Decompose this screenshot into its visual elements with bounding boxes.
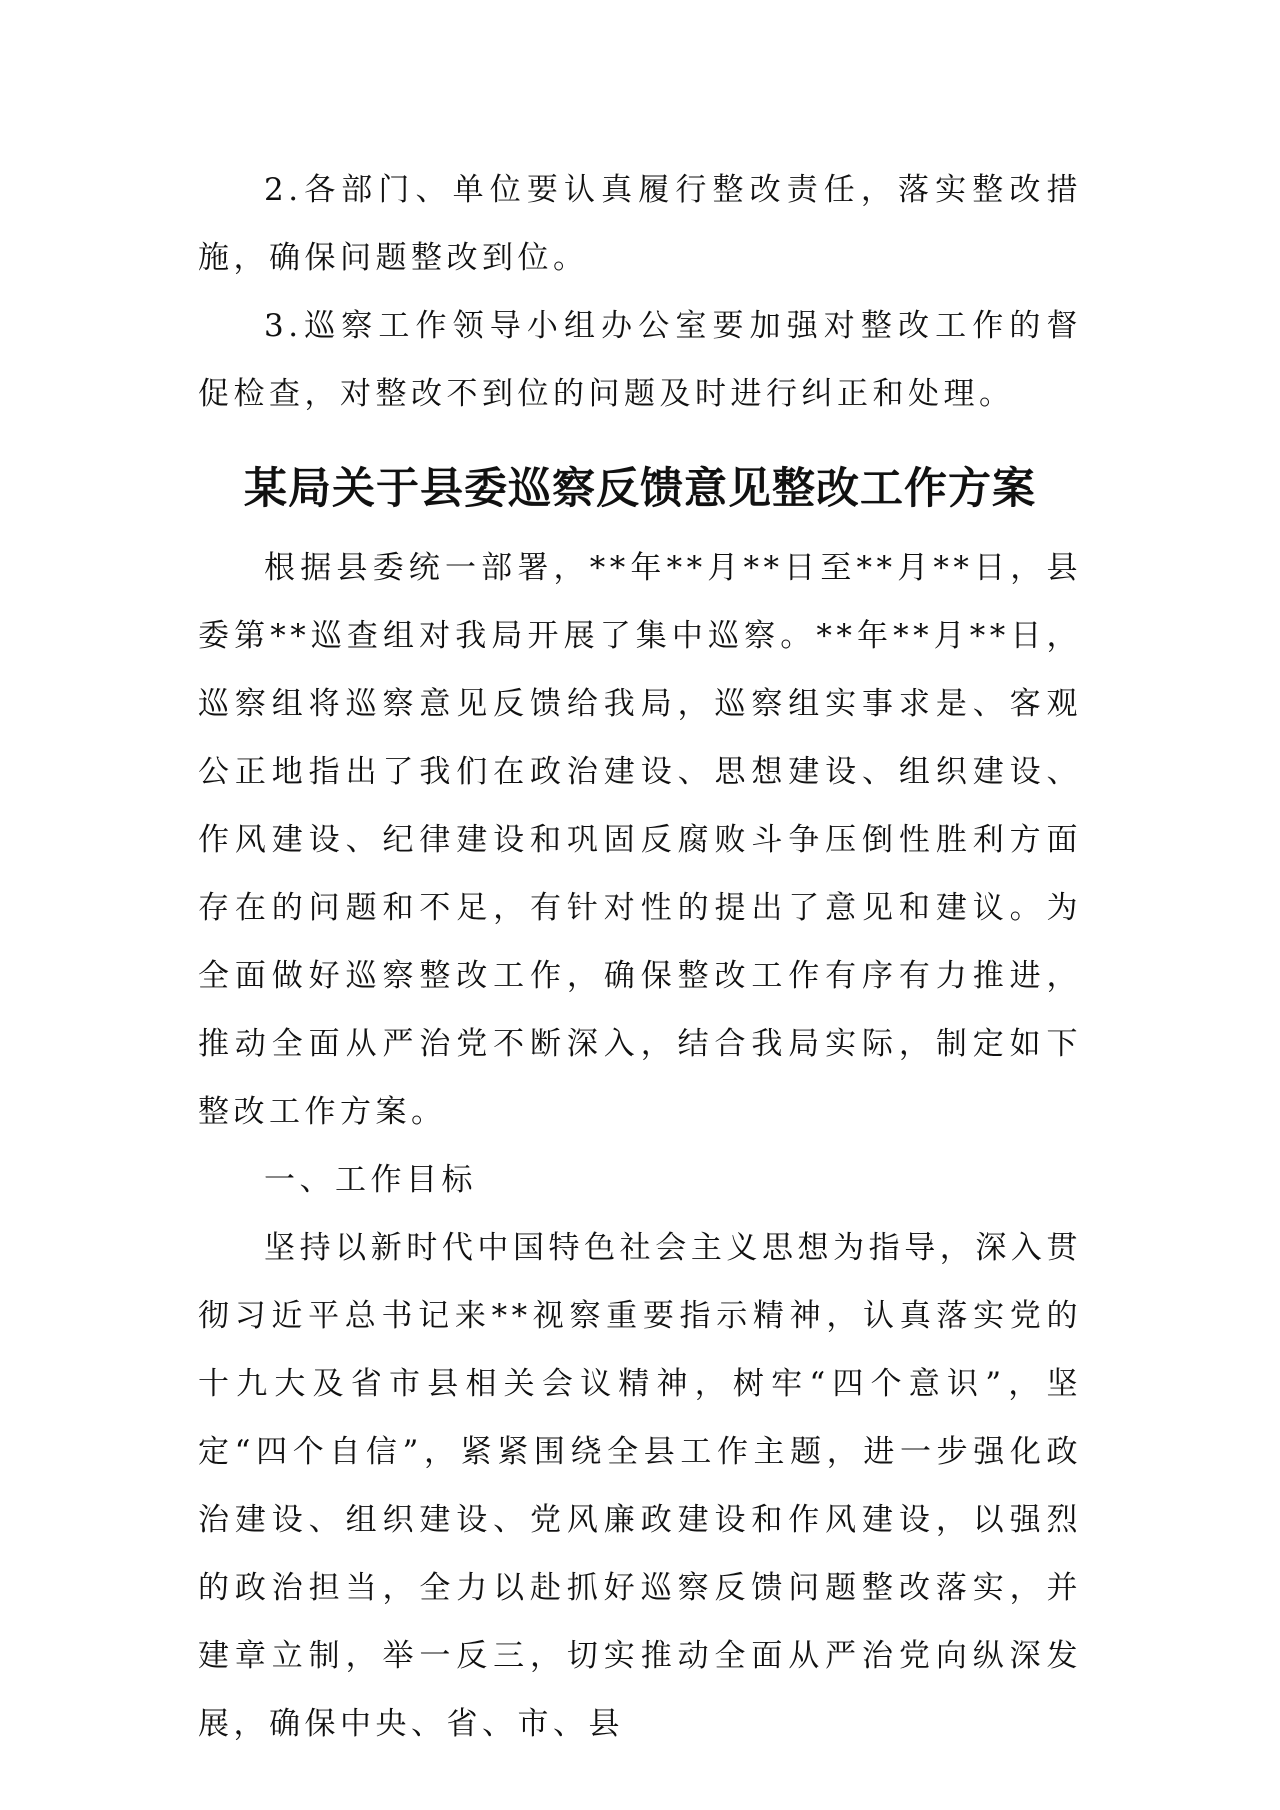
body-paragraph-background: 根据县委统一部署，**年**月**日至**月**日，县委第**巡查组对我局开展了集中巡察。**年**月**日，巡察组将巡察意见反馈给我局，巡察组实事求是、客观公正地指出了我们在政治建设、思想建设、组织建设、作风建设、纪律建设和巩固反腐败斗争压倒性胜利方面存在的问题和不足，有针对性的提出了意见和建议。为全面做好巡察整改工作，确保整改工作有序有力推进，推动全面从严治党不断深入，结合我局实际，制定如下整改工作方案。	[198, 550, 1082, 1130]
document-body	[198, 156, 1082, 1758]
document-title: 某局关于县委巡察反馈意见整改工作方案	[244, 464, 1036, 514]
intro-item-3: 3.巡察工作领导小组办公室要加强对整改工作的督促检查，对整改不到位的问题及时进行纠正和处理。	[198, 308, 1082, 412]
section-heading-work-goals: 一、工作目标	[264, 1162, 477, 1198]
intro-item-2: 2.各部门、单位要认真履行整改责任，落实整改措施，确保问题整改到位。	[198, 172, 1082, 276]
body-paragraph-work-goals: 坚持以新时代中国特色社会主义思想为指导，深入贯彻习近平总书记来**视察重要指示精神，认真落实党的十九大及省市县相关会议精神，树牢“四个意识”，坚定“四个自信”，紧紧围绕全县工作主题，进一步强化政治建设、组织建设、党风廉政建设和作风建设，以强烈的政治担当，全力以赴抓好巡察反馈问题整改落实，并建章立制，举一反三，切实推动全面从严治党向纵深发展，确保中央、省、市、县	[198, 1230, 1082, 1742]
